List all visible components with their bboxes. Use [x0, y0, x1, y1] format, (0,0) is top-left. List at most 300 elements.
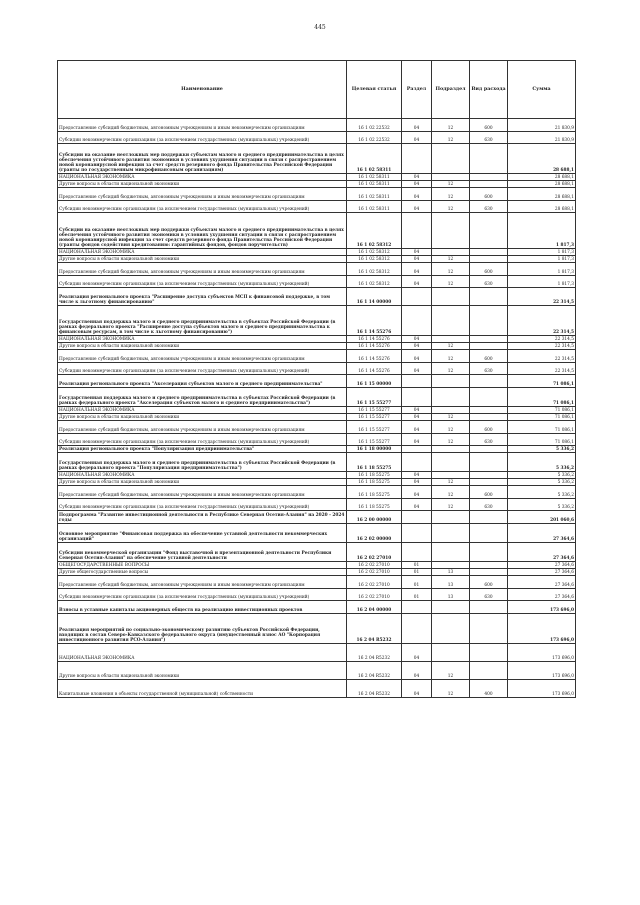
- row-name: Субсидии некоммерческим организациям (за исключением государственных (муниципальных) учреждений): [58, 499, 347, 511]
- row-sum: 173 696,0: [508, 614, 576, 644]
- row-name: Другие вопросы в области национальной экономики: [58, 662, 347, 680]
- table-row: [58, 276, 576, 288]
- row-sum: 71 086,1: [508, 434, 576, 446]
- row-expense-type: [470, 562, 508, 569]
- header-expense-type: Вид расхода: [470, 61, 508, 119]
- row-code: 16 1 02 58312: [347, 213, 402, 249]
- table-row: [58, 644, 576, 662]
- row-sum: 5 336,2: [508, 446, 576, 453]
- row-name: Субсидии некоммерческим организациям (за исключением государственных (муниципальных) учреждений): [58, 363, 347, 375]
- row-expense-type: [470, 407, 508, 414]
- row-name: Субсидии некоммерческим организациям (за исключением государственных (муниципальных) учреждений): [58, 201, 347, 213]
- table-row: [58, 662, 576, 680]
- table-row: [58, 524, 576, 543]
- row-code: 16 2 04 R5232: [347, 680, 402, 698]
- row-code: 16 1 15 55277: [347, 434, 402, 446]
- row-expense-type: [470, 662, 508, 680]
- row-section: 04: [402, 174, 432, 181]
- row-code: 16 1 14 55276: [347, 343, 402, 350]
- row-name: Предоставление субсидий бюджетным, автономным учреждениям и иным некоммерческим организациям: [58, 263, 347, 276]
- row-sum: 22 314,5: [508, 288, 576, 306]
- row-code: 16 1 02 58312: [347, 263, 402, 276]
- row-section: [402, 306, 432, 336]
- row-name: ОБЩЕГОСУДАРСТВЕННЫЕ ВОПРОСЫ: [58, 562, 347, 569]
- row-section: [402, 446, 432, 453]
- row-name: Субсидии некоммерческой организации "Фонд выставочной и презентационной деятельности Республики Северная Осетия-Алания" на обеспечение уставной деятельности: [58, 543, 347, 562]
- row-sum: 1 817,3: [508, 276, 576, 288]
- row-code: 16 1 02 58312: [347, 249, 402, 256]
- row-section: 01: [402, 589, 432, 601]
- row-section: 04: [402, 343, 432, 350]
- row-sum: 27 364,6: [508, 589, 576, 601]
- row-section: 04: [402, 363, 432, 375]
- row-expense-type: 630: [470, 132, 508, 144]
- row-sum: 27 364,6: [508, 543, 576, 562]
- row-subsection: 12: [432, 188, 470, 201]
- row-subsection: [432, 306, 470, 336]
- table-row: [58, 414, 576, 421]
- row-expense-type: [470, 511, 508, 524]
- row-section: [402, 543, 432, 562]
- row-code: 16 1 14 00000: [347, 288, 402, 306]
- row-sum: 5 336,2: [508, 499, 576, 511]
- row-section: 04: [402, 644, 432, 662]
- row-section: 04: [402, 132, 432, 144]
- row-code: 16 2 04 R5232: [347, 662, 402, 680]
- row-code: 16 1 02 58311: [347, 144, 402, 174]
- table-row: [58, 306, 576, 336]
- row-expense-type: [470, 543, 508, 562]
- table-row: [58, 407, 576, 414]
- row-code: 16 2 04 00000: [347, 601, 402, 614]
- row-subsection: [432, 453, 470, 472]
- row-sum: 22 314,5: [508, 343, 576, 350]
- row-name: Реализация мероприятий по социально-экономическому развитию субъектов Российской Федерации, входящих в состав Северо-Кавказского федерального округа (имущественный взнос АО "Корпорация инвестиционного развития РСО-Алания"): [58, 614, 347, 644]
- table-row: [58, 589, 576, 601]
- row-section: 04: [402, 201, 432, 213]
- row-subsection: 12: [432, 421, 470, 434]
- row-sum: 27 364,6: [508, 569, 576, 576]
- row-subsection: 12: [432, 662, 470, 680]
- row-sum: 27 364,6: [508, 576, 576, 589]
- row-expense-type: 600: [470, 350, 508, 363]
- row-name: Основное мероприятие "Финансовая поддержка на обеспечение уставной деятельности некоммерческих организаций": [58, 524, 347, 543]
- row-subsection: 12: [432, 486, 470, 499]
- row-subsection: 12: [432, 414, 470, 421]
- row-name: Субсидии на оказание неотложных мер поддержки субъектам малого и среднего предпринимательства в целях обеспечения устойчивого развития экономики в условиях ухудшения ситуации в связи с распространением новой коронавирусной инфекции за счет средств резервного фонда Правительства Российской Федерации (гранты по государственным микрофинансовым организациям): [58, 144, 347, 174]
- table-row: [58, 249, 576, 256]
- row-expense-type: [470, 414, 508, 421]
- row-code: 16 1 02 22532: [347, 132, 402, 144]
- row-code: 16 1 18 55275: [347, 453, 402, 472]
- table-row: [58, 336, 576, 343]
- row-sum: 21 830,9: [508, 119, 576, 132]
- row-code: 16 1 02 58311: [347, 188, 402, 201]
- row-code: 16 1 18 00000: [347, 446, 402, 453]
- row-code: 16 2 02 27010: [347, 576, 402, 589]
- row-expense-type: 630: [470, 363, 508, 375]
- row-sum: 28 688,1: [508, 201, 576, 213]
- row-section: [402, 388, 432, 407]
- row-name: Предоставление субсидий бюджетным, автономным учреждениям и иным некоммерческим организациям: [58, 421, 347, 434]
- row-expense-type: [470, 472, 508, 479]
- table-row: [58, 434, 576, 446]
- table-row: [58, 188, 576, 201]
- row-name: Субсидии некоммерческим организациям (за исключением государственных (муниципальных) учреждений): [58, 132, 347, 144]
- row-expense-type: [470, 524, 508, 543]
- row-code: 16 2 02 00000: [347, 524, 402, 543]
- row-subsection: 12: [432, 363, 470, 375]
- row-section: 04: [402, 407, 432, 414]
- table-row: [58, 363, 576, 375]
- row-expense-type: 630: [470, 276, 508, 288]
- row-expense-type: 630: [470, 589, 508, 601]
- row-section: [402, 213, 432, 249]
- row-name: Субсидии некоммерческим организациям (за исключением государственных (муниципальных) учреждений): [58, 434, 347, 446]
- row-name: Государственная поддержка малого и среднего предпринимательства в субъектах Российской Федерации (в рамках федерального проекта "Акселерация субъектов малого и среднего предпринимательства"): [58, 388, 347, 407]
- row-name: Другие вопросы в области национальной экономики: [58, 181, 347, 188]
- row-sum: 173 696,0: [508, 601, 576, 614]
- row-section: [402, 288, 432, 306]
- table-header: [58, 61, 576, 119]
- row-name: Другие общегосударственные вопросы: [58, 569, 347, 576]
- row-subsection: [432, 446, 470, 453]
- row-section: 04: [402, 276, 432, 288]
- row-name: Субсидии на оказание неотложных мер поддержки субъектам малого и среднего предпринимательства в целях обеспечения устойчивого развития экономики в условиях ухудшения ситуации в связи с распространением новой коронавирусной инфекции за счет средств резервного фонда Правительства Российской Федерации (гранты фондов содействия кредитованию: гарантийных фондов, фондов поручительств): [58, 213, 347, 249]
- table-row: [58, 569, 576, 576]
- row-expense-type: 600: [470, 188, 508, 201]
- row-expense-type: [470, 644, 508, 662]
- row-sum: 28 688,1: [508, 174, 576, 181]
- row-sum: 173 696,0: [508, 644, 576, 662]
- row-name: НАЦИОНАЛЬНАЯ ЭКОНОМИКА: [58, 644, 347, 662]
- row-section: 01: [402, 562, 432, 569]
- row-expense-type: [470, 479, 508, 486]
- table-row: [58, 601, 576, 614]
- row-section: 04: [402, 479, 432, 486]
- row-expense-type: [470, 144, 508, 174]
- row-sum: 22 314,5: [508, 306, 576, 336]
- row-sum: 5 336,2: [508, 479, 576, 486]
- row-section: [402, 375, 432, 388]
- row-sum: 21 830,9: [508, 132, 576, 144]
- row-sum: 71 086,1: [508, 388, 576, 407]
- row-sum: 5 336,2: [508, 486, 576, 499]
- row-name: НАЦИОНАЛЬНАЯ ЭКОНОМИКА: [58, 472, 347, 479]
- row-expense-type: 600: [470, 421, 508, 434]
- row-section: [402, 614, 432, 644]
- row-code: 16 1 15 55277: [347, 388, 402, 407]
- row-section: [402, 144, 432, 174]
- table-row: [58, 201, 576, 213]
- row-code: 16 2 02 27010: [347, 543, 402, 562]
- row-code: 16 1 14 55276: [347, 336, 402, 343]
- row-section: 04: [402, 486, 432, 499]
- row-subsection: 12: [432, 479, 470, 486]
- row-subsection: [432, 644, 470, 662]
- row-sum: 27 364,6: [508, 524, 576, 543]
- row-subsection: [432, 249, 470, 256]
- header-subsection: Подраздел: [432, 61, 470, 119]
- row-name: НАЦИОНАЛЬНАЯ ЭКОНОМИКА: [58, 336, 347, 343]
- row-sum: 22 314,5: [508, 336, 576, 343]
- row-code: 16 1 14 55276: [347, 306, 402, 336]
- row-subsection: 12: [432, 680, 470, 698]
- row-name: Другие вопросы в области национальной экономики: [58, 414, 347, 421]
- row-subsection: 12: [432, 181, 470, 188]
- row-sum: 5 336,2: [508, 453, 576, 472]
- row-name: Другие вопросы в области национальной экономики: [58, 479, 347, 486]
- row-expense-type: [470, 336, 508, 343]
- row-sum: 173 696,0: [508, 680, 576, 698]
- table-row: [58, 119, 576, 132]
- row-code: 16 1 14 55276: [347, 350, 402, 363]
- row-sum: 28 688,1: [508, 144, 576, 174]
- row-subsection: 12: [432, 119, 470, 132]
- row-expense-type: 630: [470, 434, 508, 446]
- row-sum: 28 688,1: [508, 181, 576, 188]
- row-name: Предоставление субсидий бюджетным, автономным учреждениям и иным некоммерческим организациям: [58, 486, 347, 499]
- table-row: [58, 453, 576, 472]
- row-section: 04: [402, 680, 432, 698]
- row-code: 16 2 02 27010: [347, 569, 402, 576]
- row-subsection: [432, 144, 470, 174]
- row-subsection: [432, 174, 470, 181]
- row-code: 16 1 02 58311: [347, 174, 402, 181]
- row-section: 04: [402, 350, 432, 363]
- row-sum: 71 086,1: [508, 375, 576, 388]
- row-subsection: 12: [432, 350, 470, 363]
- row-expense-type: [470, 213, 508, 249]
- row-sum: 1 817,3: [508, 249, 576, 256]
- row-section: 01: [402, 569, 432, 576]
- row-subsection: [432, 614, 470, 644]
- row-code: 16 1 18 55275: [347, 499, 402, 511]
- row-sum: 27 364,6: [508, 562, 576, 569]
- row-section: 04: [402, 256, 432, 263]
- row-code: 16 2 04 R5232: [347, 614, 402, 644]
- row-name: Предоставление субсидий бюджетным, автономным учреждениям и иным некоммерческим организациям: [58, 188, 347, 201]
- row-subsection: [432, 407, 470, 414]
- row-section: 04: [402, 414, 432, 421]
- row-subsection: [432, 388, 470, 407]
- row-name: Подпрограмма "Развитие инвестиционной деятельности в Республике Северная Осетия-Алания" на 2020 - 2024 годы: [58, 511, 347, 524]
- table-row: [58, 213, 576, 249]
- row-code: 16 2 02 27010: [347, 562, 402, 569]
- row-name: Государственная поддержка малого и среднего предпринимательства в субъектах Российской Федерации (в рамках федерального проекта "Популяризация предпринимательства"): [58, 453, 347, 472]
- row-section: [402, 524, 432, 543]
- row-name: Реализация регионального проекта "Акселерация субъектов малого и среднего предпринимательства": [58, 375, 347, 388]
- row-code: 16 1 18 55275: [347, 472, 402, 479]
- row-subsection: [432, 543, 470, 562]
- row-expense-type: 600: [470, 263, 508, 276]
- row-section: 04: [402, 662, 432, 680]
- row-expense-type: [470, 446, 508, 453]
- row-subsection: [432, 213, 470, 249]
- row-sum: 22 314,5: [508, 350, 576, 363]
- row-name: Государственная поддержка малого и среднего предпринимательства в субъектах Российской Федерации (в рамках федерального проекта "Расширение доступа субъектов малого и среднего предпринимательства к финансовым ресурсам, в том числе к льготному финансированию"): [58, 306, 347, 336]
- row-subsection: 13: [432, 569, 470, 576]
- row-sum: 28 688,1: [508, 188, 576, 201]
- row-subsection: [432, 336, 470, 343]
- table-row: [58, 288, 576, 306]
- row-section: [402, 511, 432, 524]
- row-expense-type: [470, 601, 508, 614]
- row-code: 16 2 02 27010: [347, 589, 402, 601]
- row-name: Предоставление субсидий бюджетным, автономным учреждениям и иным некоммерческим организациям: [58, 119, 347, 132]
- table-row: [58, 614, 576, 644]
- table-body: [58, 119, 576, 698]
- row-expense-type: [470, 249, 508, 256]
- row-section: 04: [402, 421, 432, 434]
- row-subsection: 12: [432, 499, 470, 511]
- row-section: [402, 601, 432, 614]
- row-expense-type: [470, 174, 508, 181]
- row-name: Предоставление субсидий бюджетным, автономным учреждениям и иным некоммерческим организациям: [58, 350, 347, 363]
- table-row: [58, 375, 576, 388]
- row-name: Реализация регионального проекта "Популяризация предпринимательства": [58, 446, 347, 453]
- table-row: [58, 132, 576, 144]
- row-name: Субсидии некоммерческим организациям (за исключением государственных (муниципальных) учреждений): [58, 589, 347, 601]
- row-name: Другие вопросы в области национальной экономики: [58, 343, 347, 350]
- row-name: Предоставление субсидий бюджетным, автономным учреждениям и иным некоммерческим организациям: [58, 576, 347, 589]
- row-sum: 71 086,1: [508, 407, 576, 414]
- row-code: 16 1 15 55277: [347, 407, 402, 414]
- row-section: 04: [402, 336, 432, 343]
- row-section: 04: [402, 472, 432, 479]
- table-row: [58, 388, 576, 407]
- row-sum: 1 817,3: [508, 213, 576, 249]
- table-row: [58, 343, 576, 350]
- row-expense-type: 400: [470, 680, 508, 698]
- table-row: [58, 174, 576, 181]
- row-name: НАЦИОНАЛЬНАЯ ЭКОНОМИКА: [58, 249, 347, 256]
- row-name: Реализация регионального проекта "Расширение доступа субъектов МСП к финансовой поддержке, в том числе к льготному финансированию": [58, 288, 347, 306]
- header-section: Раздел: [402, 61, 432, 119]
- row-section: 01: [402, 576, 432, 589]
- row-subsection: [432, 375, 470, 388]
- table-row: [58, 350, 576, 363]
- row-expense-type: [470, 288, 508, 306]
- row-subsection: 13: [432, 589, 470, 601]
- row-sum: 1 817,3: [508, 256, 576, 263]
- row-code: 16 1 15 00000: [347, 375, 402, 388]
- row-code: 16 2 04 R5232: [347, 644, 402, 662]
- row-expense-type: [470, 569, 508, 576]
- table-row: [58, 479, 576, 486]
- table-row: [58, 421, 576, 434]
- row-section: 04: [402, 181, 432, 188]
- row-expense-type: [470, 375, 508, 388]
- row-section: [402, 453, 432, 472]
- row-subsection: 12: [432, 132, 470, 144]
- row-code: 16 1 02 58311: [347, 201, 402, 213]
- row-expense-type: 600: [470, 119, 508, 132]
- row-code: 16 1 15 55277: [347, 421, 402, 434]
- row-code: 16 1 14 55276: [347, 363, 402, 375]
- row-code: 16 1 02 58311: [347, 181, 402, 188]
- row-expense-type: 630: [470, 201, 508, 213]
- row-sum: 22 314,5: [508, 363, 576, 375]
- row-name: Капитальные вложения в объекты государственной (муниципальной) собственности: [58, 680, 347, 698]
- row-sum: 71 086,1: [508, 414, 576, 421]
- row-expense-type: [470, 181, 508, 188]
- row-expense-type: [470, 453, 508, 472]
- row-name: Другие вопросы в области национальной экономики: [58, 256, 347, 263]
- table-row: [58, 486, 576, 499]
- row-expense-type: 630: [470, 499, 508, 511]
- row-expense-type: 600: [470, 486, 508, 499]
- row-subsection: 12: [432, 256, 470, 263]
- row-sum: 71 086,1: [508, 421, 576, 434]
- table-row: [58, 543, 576, 562]
- table-row: [58, 181, 576, 188]
- row-name: НАЦИОНАЛЬНАЯ ЭКОНОМИКА: [58, 407, 347, 414]
- row-expense-type: [470, 614, 508, 644]
- table-row: [58, 144, 576, 174]
- row-section: 04: [402, 249, 432, 256]
- header-code: Целевая статья: [347, 61, 402, 119]
- row-code: 16 2 00 00000: [347, 511, 402, 524]
- table-row: [58, 562, 576, 569]
- row-expense-type: [470, 388, 508, 407]
- row-subsection: [432, 524, 470, 543]
- row-section: 04: [402, 499, 432, 511]
- row-subsection: 13: [432, 576, 470, 589]
- row-subsection: 12: [432, 276, 470, 288]
- row-subsection: [432, 511, 470, 524]
- table-row: [58, 680, 576, 698]
- row-subsection: [432, 288, 470, 306]
- row-expense-type: [470, 343, 508, 350]
- table-row: [58, 256, 576, 263]
- row-name: НАЦИОНАЛЬНАЯ ЭКОНОМИКА: [58, 174, 347, 181]
- row-sum: 201 060,6: [508, 511, 576, 524]
- row-expense-type: [470, 306, 508, 336]
- row-section: 04: [402, 119, 432, 132]
- row-expense-type: 600: [470, 576, 508, 589]
- row-code: 16 1 18 55275: [347, 486, 402, 499]
- header-name: Наименование: [58, 61, 347, 119]
- table-row: [58, 576, 576, 589]
- table-row: [58, 472, 576, 479]
- row-name: Субсидии некоммерческим организациям (за исключением государственных (муниципальных) учреждений): [58, 276, 347, 288]
- row-sum: 5 336,2: [508, 472, 576, 479]
- table-row: [58, 499, 576, 511]
- row-name: Взносы в уставные капиталы акционерных обществ на реализацию инвестиционных проектов: [58, 601, 347, 614]
- row-subsection: 12: [432, 343, 470, 350]
- header-sum: Сумма: [508, 61, 576, 119]
- table-row: [58, 263, 576, 276]
- row-subsection: [432, 601, 470, 614]
- row-sum: 1 817,3: [508, 263, 576, 276]
- row-subsection: [432, 472, 470, 479]
- row-section: 04: [402, 434, 432, 446]
- table-row: [58, 511, 576, 524]
- row-subsection: 12: [432, 201, 470, 213]
- row-code: 16 1 18 55275: [347, 479, 402, 486]
- page-number: 445: [314, 24, 326, 31]
- table-row: [58, 446, 576, 453]
- row-section: 04: [402, 263, 432, 276]
- row-section: 04: [402, 188, 432, 201]
- row-subsection: 12: [432, 434, 470, 446]
- row-code: 16 1 02 58312: [347, 256, 402, 263]
- row-expense-type: [470, 256, 508, 263]
- row-code: 16 1 02 22532: [347, 119, 402, 132]
- row-code: 16 1 02 58312: [347, 276, 402, 288]
- row-code: 16 1 15 55277: [347, 414, 402, 421]
